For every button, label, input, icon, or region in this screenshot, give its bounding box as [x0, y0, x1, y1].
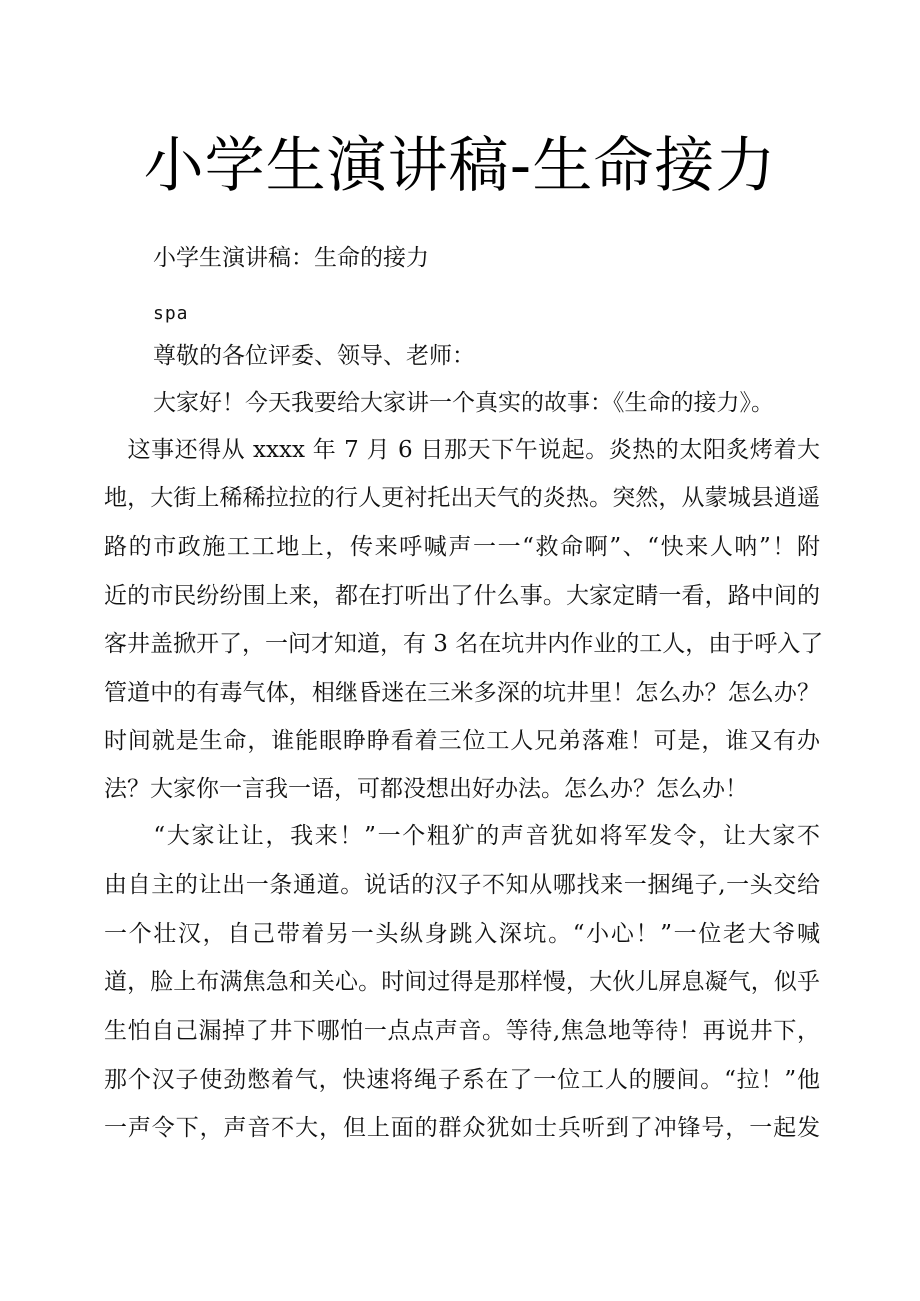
spa-tag-line: spa	[153, 303, 189, 324]
paragraph-line: 一个壮汉，自己带着另一头纵身跳入深坑。“小心！”一位老大爷喊	[104, 921, 820, 947]
paragraph-line: 路的市政施工工地上，传来呼喊声一一“救命啊”、“快来人呐”！附	[104, 534, 820, 560]
paragraph-line: 地，大街上稀稀拉拉的行人更衬托出天气的炎热。突然，从蒙城县逍遥	[104, 485, 820, 511]
paragraph-line: 道，脸上布满焦急和关心。时间过得是那样慢，大伙儿屏息凝气，似乎	[104, 969, 820, 995]
paragraph-line: “大家让让，我来！”一个粗犷的声音犹如将军发令，让大家不	[104, 823, 820, 849]
paragraph-line: 管道中的有毒气体，相继昏迷在三米多深的坑井里！怎么办？怎么办？	[104, 680, 820, 706]
paragraph-line: 法？大家你一言我一语，可都没想出好办法。怎么办？怎么办！	[104, 776, 748, 802]
paragraph-line: 客井盖掀开了，一问才知道，有 3 名在坑井内作业的工人，由于呼入了	[104, 631, 824, 657]
paragraph-line: 时间就是生命，谁能眼睁睁看着三位工人兄弟落难！可是，谁又有办	[104, 728, 820, 754]
paragraph-line: 近的市民纷纷围上来，都在打听出了什么事。大家定睛一看，路中间的	[104, 583, 820, 609]
paragraph-line: 由自主的让出一条通道。说话的汉子不知从哪找来一捆绳子,一头交给	[104, 872, 820, 898]
subtitle-line: 小学生演讲稿：生命的接力	[153, 245, 429, 271]
paragraph-line: 生怕自己漏掉了井下哪怕一点点声音。等待,焦急地等待！再说井下，	[104, 1018, 820, 1044]
intro-line: 大家好！今天我要给大家讲一个真实的故事：《生命的接力》。	[153, 390, 774, 416]
paragraph-line: 一声令下，声音不大，但上面的群众犹如士兵听到了冲锋号，一起发	[104, 1115, 820, 1141]
paragraph-line: 那个汉子使劲憋着气，快速将绳子系在了一位工人的腰间。“拉！”他	[104, 1067, 820, 1093]
paragraph-line: 这事还得从 xxxx 年 7 月 6 日那天下午说起。炎热的太阳炙烤着大	[104, 437, 820, 463]
greeting-line: 尊敬的各位评委、领导、老师：	[153, 343, 475, 369]
document-title: 小学生演讲稿-生命接力	[143, 131, 777, 201]
